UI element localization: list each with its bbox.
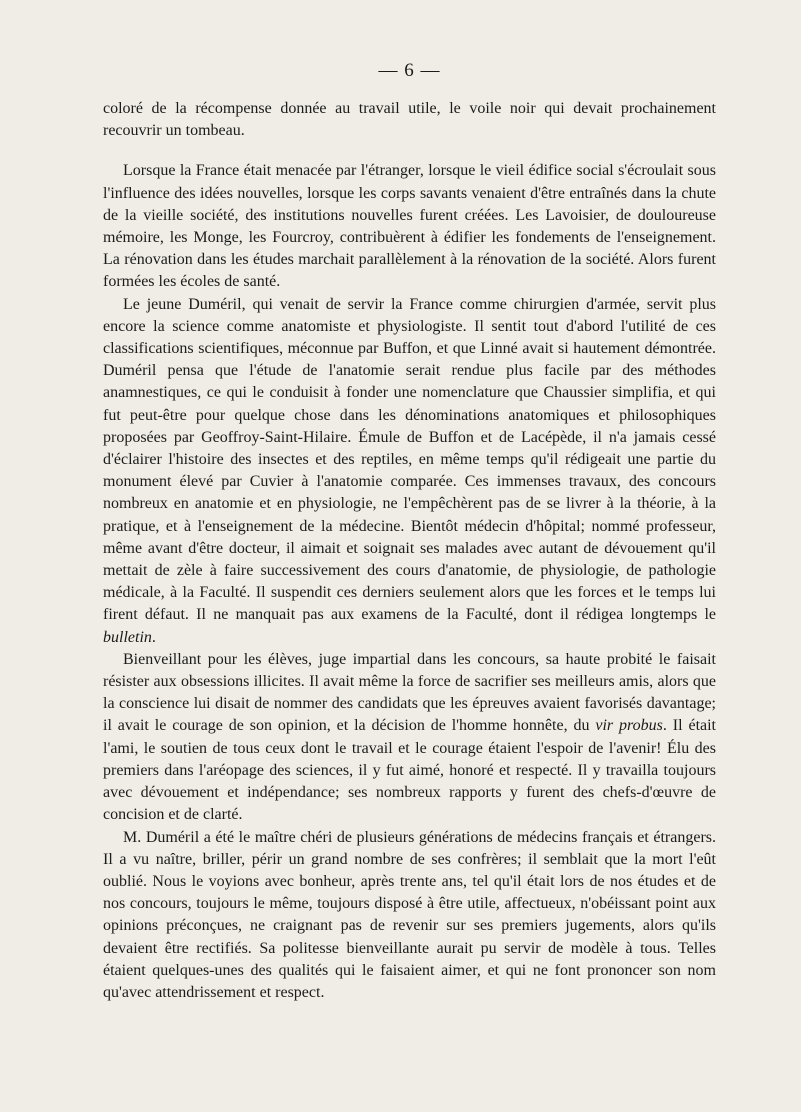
text-run: coloré de la récompense donnée au travail utile, le voile noir qui devait prochainement recouvrir un tombeau. xyxy=(103,100,716,140)
paragraph-dumeril-character xyxy=(103,649,716,827)
text-run: Lorsque la France était menacée par l'étranger, lorsque le vieil édifice social s'écroulait sous l'influence des idées nouvelles, lorsque les corps savants venaient d'être entraînés dans la chute de la vieille société, des institutions nouvelles furent créées. Les Lavoisier, de douloureuse mémoire, les Monge, les Fourcroy, contribuèrent à édifier les fondements de l'enseignement. La rénovation dans les études marchait parallèlement à la rénovation de la société. Alors furent formées les écoles de santé. xyxy=(103,162,716,291)
paragraph-dumeril-legacy xyxy=(103,827,716,1005)
paragraph-gap xyxy=(103,142,716,160)
page-number: — 6 — xyxy=(378,60,441,81)
italic-term: vir probus xyxy=(595,717,663,735)
paragraph-revolution xyxy=(103,160,716,293)
italic-term: bulletin xyxy=(103,628,152,646)
text-run: Le jeune Duméril, qui venait de servir la France comme chirurgien d'armée, servit plus encore la science comme anatomiste et physiologiste. Il sentit tout d'abord l'utilité de ces classifications scientifiques, méconnue par Buffon, et que Linné avait si hautement démontrée. Duméril pensa que l'étude de l'anatomie serait rendue plus facile par des méthodes anamnestiques, ce qui le conduisit à fonder une nomenclature que Chaussier simplifia, et qui fut peut-être pour quelque chose dans les dénominations anatomiques et philosophiques proposées par Geoffroy-Saint-Hilaire. Émule de Buffon et de Lacépède, il n'a jamais cessé d'éclairer l'histoire des insectes et des reptiles, en même temps qu'il rédigeait une partie du monument élevé par Cuvier à l'anatomie comparée. Ces immenses travaux, des concours nombreux en anatomie et en physiologie, ne l'empêchèrent pas de se livrer à la théorie, à la pratique, et à l'enseignement de la médecine. Bientôt médecin d'hôpital; nommé professeur, même avant d'être docteur, il aimait et soignait ses malades avec autant de dévouement qu'il mettait de zèle à faire successivement des cours d'anatomie, de physiologie, de pathologie médicale, à la Faculté. Il suspendit ces derniers seulement alors que les forces et le temps lui firent défaut. Il ne manquait pas aux examens de la Faculté, dont il rédigea longtemps le xyxy=(103,295,716,624)
text-run: . Il était l'ami, le soutien de tous ceux dont le travail et le courage étaient l'espoir de l'avenir! Élu des premiers dans l'aréopage des sciences, il y fut aimé, honoré et respecté. Il y travailla toujours avec dévouement et indépendance; ses nombreux rapports y furent des chefs-d'œuvre de concision et de clarté. xyxy=(103,717,717,824)
text-run: M. Duméril a été le maître chéri de plusieurs générations de médecins français et étrangers. Il a vu naître, briller, périr un grand nombre de ses confrères; il semblait que la mort l'eût oublié. Nous le voyions avec bonheur, après trente ans, tel qu'il était lors de nos études et de nos concours, toujours le même, toujours disposé à être utile, affectueux, n'obéissant point aux opinions préconçues, ne craignant pas de revenir sur ses premiers jugements, alors qu'ils devaient être rectifiés. Sa politesse bienveillante aurait pu servir de modèle à tous. Telles étaient quelques-unes des qualités qui le faisaient aimer, et qui ne font prononcer son nom qu'avec attendrissement et respect. xyxy=(103,828,716,1001)
text-run: Bienveillant pour les élèves, juge impartial dans les concours, sa haute probité le faisait résister aux obsessions illicites. Il avait même la force de sacrifier ses meilleurs amis, alors que la conscience lui disait de nommer des candidats que les épreuves avaient favorisés davantage; il avait le courage de son opinion, et la décision de l'homme honnête, du xyxy=(103,650,716,735)
paragraph-continuation xyxy=(103,98,716,142)
text-run: . xyxy=(151,628,156,646)
paragraph-dumeril-career xyxy=(103,294,716,649)
